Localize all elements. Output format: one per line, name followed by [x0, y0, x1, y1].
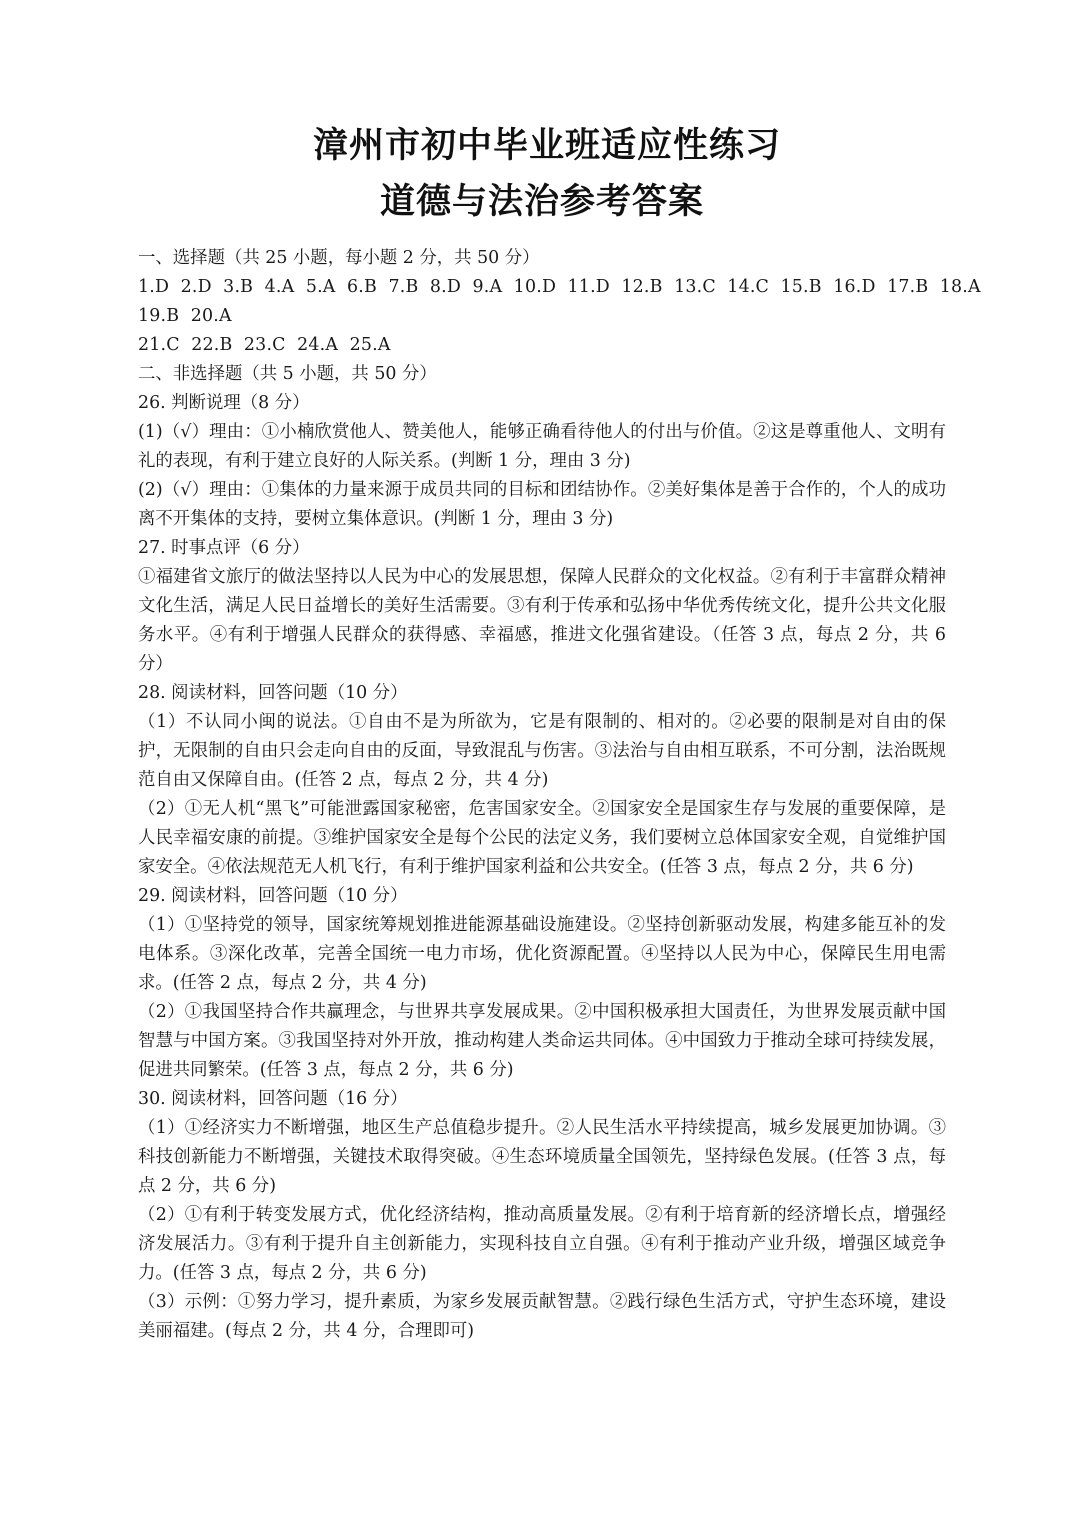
answer-content [138, 244, 981, 1346]
question-28-heading: 28. 阅读材料，回答问题（10 分） [138, 683, 408, 703]
question-30-answer-1: （1）①经济实力不断增强，地区生产总值稳步提升。②人民生活水平持续提高，城乡发展更加协调。③科技创新能力不断增强，关键技术取得突破。④生态环境质量全国领先，坚持绿色发展。(任答 3 点，每点 2 分，共 6 分) [138, 1118, 946, 1196]
question-26-answer-2: (2)（√）理由：①集体的力量来源于成员共同的目标和团结协作。②美好集体是善于合作的，个人的成功离不开集体的支持，要树立集体意识。(判断 1 分，理由 3 分) [138, 480, 946, 529]
question-30-answer-3: （3）示例：①努力学习，提升素质，为家乡发展贡献智慧。②践行绿色生活方式，守护生态环境，建设美丽福建。(每点 2 分，共 4 分，合理即可) [138, 1292, 946, 1341]
answer-sheet-page [138, 118, 981, 1346]
question-30-answer-2: （2）①有利于转变发展方式，优化经济结构，推动高质量发展。②有利于培育新的经济增长点，增强经济发展活力。③有利于提升自主创新能力，实现科技自立自强。④有利于推动产业升级，增强区域竞争力。(任答 3 点，每点 2 分，共 6 分) [138, 1205, 946, 1283]
question-30-heading: 30. 阅读材料，回答问题（16 分） [138, 1089, 408, 1109]
document-title-line2: 道德与法治参考答案 [379, 182, 704, 222]
mcq-answers-row-2: 19.B 20.A [138, 306, 232, 326]
question-27-heading: 27. 时事点评（6 分） [138, 538, 310, 558]
question-27-answer: ①福建省文旅厅的做法坚持以人民为中心的发展思想，保障人民群众的文化权益。②有利于丰富群众精神文化生活，满足人民日益增长的美好生活需要。③有利于传承和弘扬中华优秀传统文化，提升公共文化服务水平。④有利于增强人民群众的获得感、幸福感，推进文化强省建设。（任答 3 点，每点 2 分，共 6 分） [138, 567, 946, 674]
question-28-answer-1: （1）不认同小闽的说法。①自由不是为所欲为，它是有限制的、相对的。②必要的限制是对自由的保护，无限制的自由只会走向自由的反面，导致混乱与伤害。③法治与自由相互联系，不可分割，法治既规范自由又保障自由。(任答 2 点，每点 2 分，共 4 分) [138, 712, 946, 790]
section-heading-non-choice: 二、非选择题（共 5 小题，共 50 分） [138, 364, 437, 384]
question-29-answer-2: （2）①我国坚持合作共赢理念，与世界共享发展成果。②中国积极承担大国责任，为世界发展贡献中国智慧与中国方案。③我国坚持对外开放，推动构建人类命运共同体。④中国致力于推动全球可持续发展，促进共同繁荣。(任答 3 点，每点 2 分，共 6 分) [138, 1002, 946, 1080]
question-26-answer-1: (1)（√）理由：①小楠欣赏他人、赞美他人，能够正确看待他人的付出与价值。②这是尊重他人、文明有礼的表现，有利于建立良好的人际关系。(判断 1 分，理由 3 分) [138, 422, 946, 471]
question-28-answer-2: （2）①无人机“黑飞”可能泄露国家秘密，危害国家安全。②国家安全是国家生存与发展的重要保障，是人民幸福安康的前提。③维护国家安全是每个公民的法定义务，我们要树立总体国家安全观，自觉维护国家安全。④依法规范无人机飞行，有利于维护国家利益和公共安全。(任答 3 点，每点 2 分，共 6 分) [138, 799, 946, 877]
question-29-heading: 29. 阅读材料，回答问题（10 分） [138, 886, 408, 906]
mcq-answers-row-3: 21.C 22.B 23.C 24.A 25.A [138, 335, 391, 355]
document-title-line1: 漳州市初中毕业班适应性练习 [312, 126, 781, 166]
section-heading-multiple-choice: 一、选择题（共 25 小题，每小题 2 分，共 50 分） [138, 248, 540, 268]
question-26-heading: 26. 判断说理（8 分） [138, 393, 310, 413]
question-29-answer-1: （1）①坚持党的领导，国家统筹规划推进能源基础设施建设。②坚持创新驱动发展，构建多能互补的发电体系。③深化改革，完善全国统一电力市场，优化资源配置。④坚持以人民为中心，保障民生用电需求。(任答 2 点，每点 2 分，共 4 分) [138, 915, 946, 993]
mcq-answers-row-1: 1.D 2.D 3.B 4.A 5.A 6.B 7.B 8.D 9.A 10.D 11.D 12.B 13.C 14.C 15.B 16.D 17.B 18.A [138, 277, 981, 297]
